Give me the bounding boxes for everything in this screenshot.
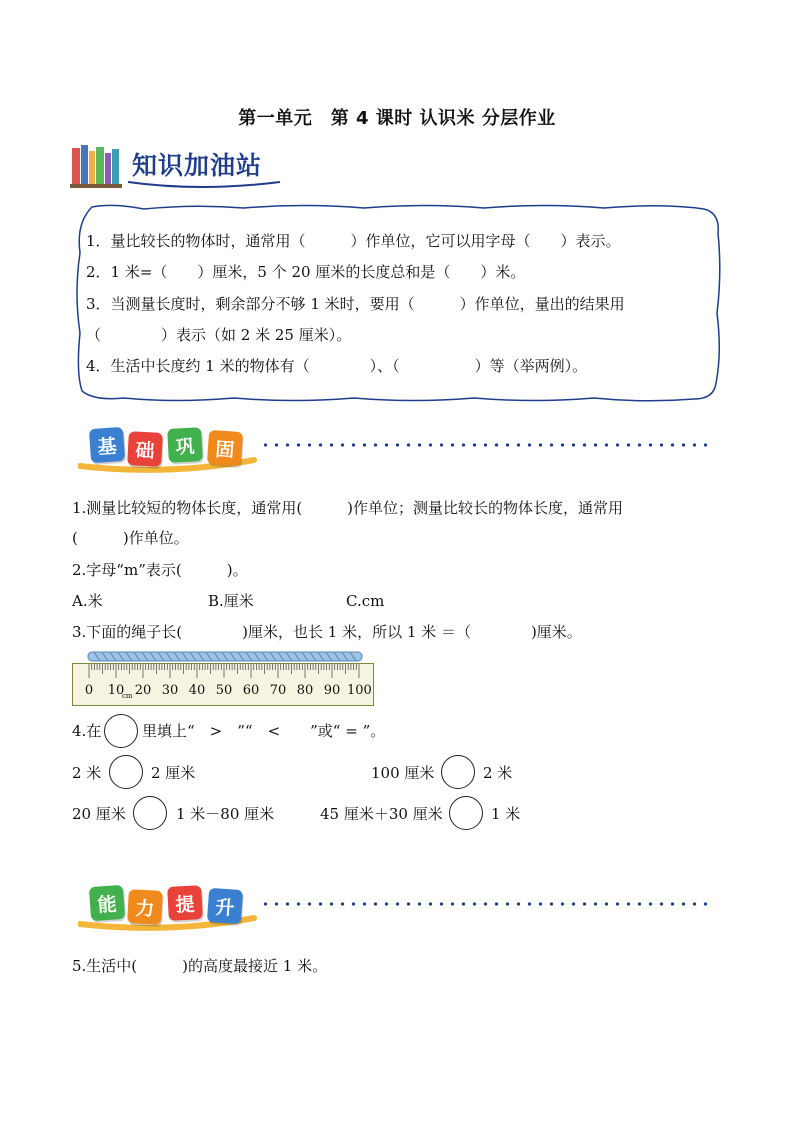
basic-tile-1: 基 [89,427,125,463]
ruler-label: 30 [161,683,179,698]
question-5: 5.生活中( )的高度最接近 1 米。 [72,957,328,975]
ruler-ticks [73,664,373,684]
question-3: 3.下面的绳子长( )厘米，也长 1 米，所以 1 米 ＝（ )厘米。 [72,623,582,641]
basic-tile-2: 础 [127,431,163,467]
knowledge-item-1: 1．量比较长的物体时，通常用（ ）作单位，它可以用字母（ ）表示。 [86,232,621,250]
banner-dotted-line [260,902,710,906]
knowledge-banner-title: 知识加油站 [132,151,263,180]
ability-banner [78,882,718,932]
banner-dotted-line [260,443,710,447]
compare-2-circle[interactable] [441,755,475,789]
basic-banner [78,424,718,474]
ability-tile-2: 力 [127,889,163,925]
compare-4-left: 45 厘米＋30 厘米 [320,805,443,823]
ruler-label: 50 [215,683,233,698]
basic-tile-3: 巩 [167,427,203,463]
question-2-option-c: C.cm [346,592,385,610]
question-4-prefix: 4.在 [72,722,102,740]
knowledge-item-3-cont: （ ）表示（如 2 米 25 厘米）。 [86,326,352,344]
question-2: 2.字母“m”表示( )。 [72,561,248,579]
ruler-label: 90 [323,683,341,698]
ruler-label: 20 [134,683,152,698]
question-1-line-2: ( )作单位。 [72,529,189,547]
question-2-option-b: B.厘米 [208,592,254,610]
question-4-suffix: 里填上“ > ”“ < ”或“ = ”。 [142,722,386,740]
ruler-label: 70 [269,683,287,698]
compare-2-right: 2 米 [483,764,513,782]
ruler-figure [72,650,376,708]
ability-tile-4: 升 [207,888,243,924]
knowledge-banner [70,142,290,190]
compare-1-right: 2 厘米 [151,764,196,782]
ruler-unit: cm [122,692,133,700]
ruler-label: 40 [188,683,206,698]
ruler-label: 60 [242,683,260,698]
knowledge-item-2: 2．1 米=（ ）厘米，5 个 20 厘米的长度总和是（ ）米。 [86,263,526,281]
knowledge-item-4: 4．生活中长度约 1 米的物体有（ ）、（ ）等（举两例）。 [86,357,588,375]
compare-1-left: 2 米 [72,764,102,782]
compare-2-left: 100 厘米 [371,764,435,782]
compare-4-right: 1 米 [491,805,521,823]
answer-circle-example [104,714,138,748]
page-title: 第一单元 第 4 课时 认识米 分层作业 [238,108,556,129]
ruler-label: 0 [84,683,94,698]
ruler-label: 80 [296,683,314,698]
ability-tile-3: 提 [167,885,203,921]
basic-tile-4: 固 [207,430,243,466]
knowledge-item-3: 3．当测量长度时，剩余部分不够 1 米时，要用（ ）作单位，量出的结果用 [86,295,625,313]
compare-1-circle[interactable] [109,755,143,789]
ruler-body [72,663,374,706]
question-2-option-a: A.米 [72,592,103,610]
ruler-label: 10 [107,683,125,698]
compare-4-circle[interactable] [449,796,483,830]
ability-tile-1: 能 [89,885,125,921]
question-1-line-1: 1.测量比较短的物体长度，通常用( )作单位；测量比较长的物体长度，通常用 [72,499,624,517]
ruler-label: 100 [347,683,372,698]
compare-3-right: 1 米－80 厘米 [176,805,275,823]
compare-3-left: 20 厘米 [72,805,126,823]
compare-3-circle[interactable] [133,796,167,830]
